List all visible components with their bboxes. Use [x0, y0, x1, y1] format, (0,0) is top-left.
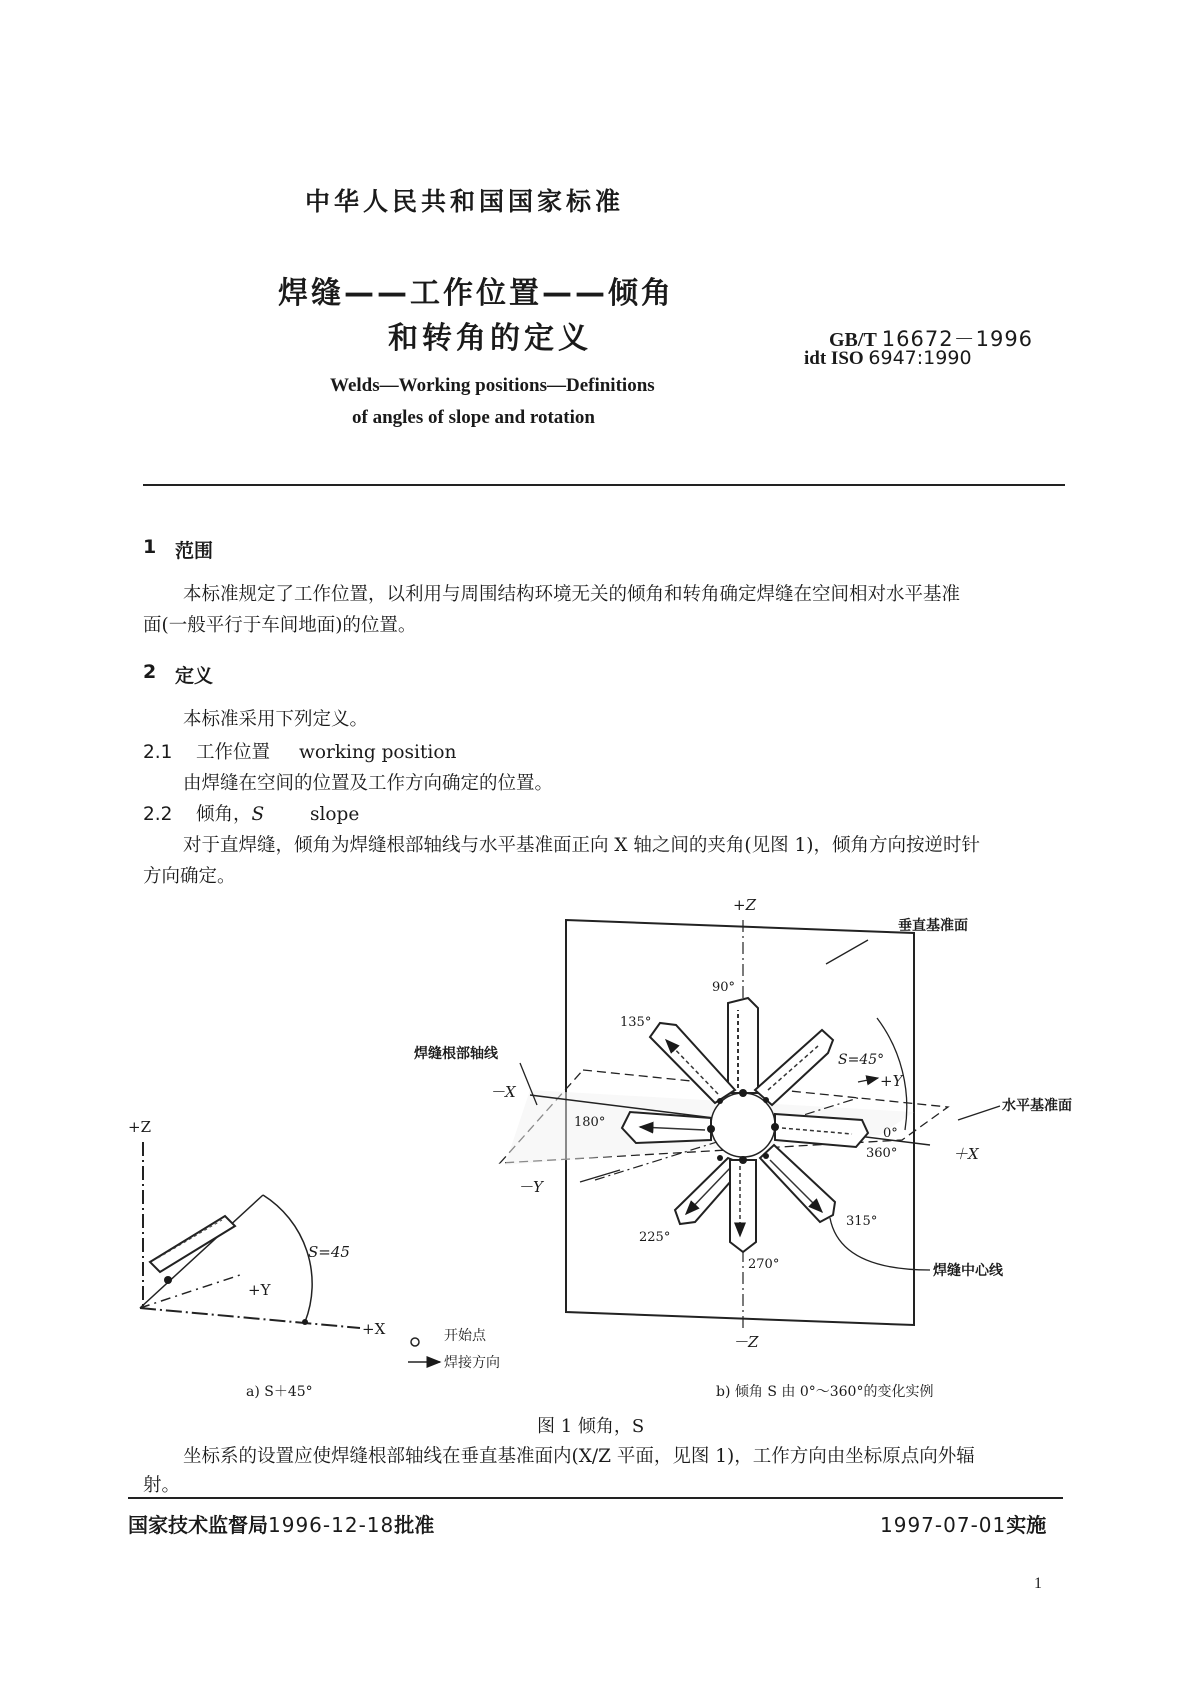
legend-start-text: 开始点	[444, 1328, 486, 1344]
a-label-plus-z: +Z	[128, 1118, 151, 1136]
b-label-plus-x: ＋X	[953, 1145, 979, 1163]
approval-suffix: 批准	[394, 1513, 435, 1537]
section-2-title: 定义	[175, 665, 214, 687]
angle-315: 315°	[846, 1214, 878, 1229]
label-horizontal-plane: 水平基准面	[1002, 1098, 1072, 1114]
clause-2-2-number: 2.2	[143, 804, 173, 825]
b-start-point-135	[717, 1098, 723, 1104]
after-figure-line2: 射。	[143, 1475, 181, 1496]
label-root-axis: 焊缝根部轴线	[414, 1046, 498, 1062]
section-1-paragraph-line2: 面(一般平行于车间地面)的位置。	[143, 615, 417, 636]
section-1-title: 范围	[175, 540, 214, 562]
section-1-paragraph-line1: 本标准规定了工作位置，以利用与周围结构环境无关的倾角和转角确定焊缝在空间相对水平基准	[183, 584, 961, 605]
angle-270: 270°	[748, 1257, 780, 1272]
figure-caption: 图 1 倾角，S	[537, 1416, 645, 1437]
b-plus-y-arrow	[858, 1078, 878, 1082]
angle-180: 180°	[574, 1115, 606, 1130]
clause-2-1-term: 工作位置	[196, 742, 271, 763]
b-label-s45: S=45°	[838, 1052, 885, 1068]
national-standard-heading: 中华人民共和国国家标准	[305, 187, 625, 216]
angle-90: 90°	[712, 980, 736, 995]
diagram-a	[128, 1118, 386, 1338]
b-start-point-315	[763, 1153, 769, 1159]
b-start-point-45	[763, 1097, 769, 1103]
legend-direction-text: 焊接方向	[444, 1355, 500, 1371]
angle-0: 0°	[883, 1126, 898, 1141]
implementation-line	[880, 1509, 1046, 1538]
document-title-line1: 焊缝——工作位置——倾角	[278, 276, 674, 311]
leader-vertical-plane	[826, 940, 868, 964]
caption-b: b) 倾角 S 由 0°～360°的变化实例	[716, 1384, 934, 1400]
approval-date: 1996-12-18	[268, 1513, 395, 1537]
a-x-axis	[140, 1308, 360, 1328]
angle-135: 135°	[620, 1015, 652, 1030]
diagram-b	[413, 896, 1072, 1351]
a-angle-arc	[263, 1195, 312, 1322]
section-2-intro: 本标准采用下列定义。	[183, 709, 369, 730]
b-weld-180	[622, 1112, 711, 1143]
footer-divider	[128, 1497, 1063, 1499]
a-label-s45: S=45	[308, 1243, 350, 1261]
clause-2-1-definition: 由焊缝在空间的位置及工作方向确定的位置。	[183, 773, 554, 794]
approval-line	[128, 1509, 434, 1538]
b-weld-90	[728, 998, 758, 1093]
b-weld-0	[775, 1114, 868, 1147]
approval-org: 国家技术监督局	[128, 1513, 268, 1537]
implementation-suffix: 实施	[1006, 1513, 1047, 1537]
a-start-point	[164, 1276, 172, 1284]
a-weld-bead	[150, 1216, 235, 1272]
a-y-axis	[140, 1275, 240, 1308]
clause-2-2-definition-line2: 方向确定。	[143, 866, 236, 887]
implementation-date: 1997-07-01	[880, 1513, 1007, 1537]
clause-2-2-term-text: 倾角，	[196, 804, 252, 825]
angle-225: 225°	[639, 1230, 671, 1245]
page-number: 1	[1034, 1575, 1042, 1592]
b-start-point-0	[771, 1123, 779, 1131]
b-label-minus-x: －X	[490, 1083, 516, 1101]
english-title-line1: Welds—Working positions—Definitions	[330, 375, 655, 396]
figure-legend	[408, 1327, 500, 1371]
b-start-point-270	[739, 1156, 747, 1164]
after-figure-line1: 坐标系的设置应使焊缝根部轴线在垂直基准面内(X/Z 平面，见图 1)，工作方向由坐标原点向外辐	[183, 1446, 975, 1467]
clause-2-2-english: slope	[310, 804, 360, 825]
idt-prefix: idt ISO	[804, 348, 864, 369]
b-label-minus-z: －Z	[733, 1333, 759, 1351]
standard-code: 16672－1996	[881, 327, 1034, 351]
leader-horizontal-plane	[958, 1106, 1000, 1120]
a-arc-end-dot	[302, 1319, 308, 1325]
b-start-point-180	[707, 1125, 715, 1133]
b-label-minus-y: －Y	[518, 1178, 543, 1196]
b-label-plus-y: +Y	[880, 1072, 903, 1090]
legend-start-icon	[411, 1338, 419, 1346]
angle-360: 360°	[866, 1146, 898, 1161]
section-2-number: 2	[143, 661, 157, 683]
label-vertical-plane: 垂直基准面	[898, 918, 968, 934]
iso-number: 6947:1990	[868, 347, 972, 369]
b-start-point-90	[739, 1089, 747, 1097]
b-weld-315	[760, 1145, 835, 1222]
a-label-plus-y: +Y	[248, 1281, 271, 1299]
leader-minus-y	[580, 1170, 620, 1182]
clause-2-2-definition-line1: 对于直焊缝，倾角为焊缝根部轴线与水平基准面正向 X 轴之间的夹角(见图 1)，倾角方向按逆时针	[183, 835, 981, 856]
b-label-plus-z: +Z	[733, 896, 756, 914]
label-weld-center-line: 焊缝中心线	[933, 1263, 1003, 1279]
b-weld-270	[730, 1160, 756, 1252]
document-title-line2: 和转角的定义	[388, 321, 592, 356]
standard-prefix: GB/T	[829, 329, 877, 351]
clause-2-1-english: working position	[299, 742, 457, 763]
clause-2-1-number: 2.1	[143, 742, 173, 763]
english-title-line2: of angles of slope and rotation	[352, 407, 595, 428]
b-start-point-225	[717, 1155, 723, 1161]
clause-2-2-symbol: S	[251, 804, 265, 825]
a-slope-line	[140, 1195, 263, 1308]
b-weld-135	[650, 1023, 735, 1103]
section-1-number: 1	[143, 536, 157, 558]
a-label-plus-x: +X	[362, 1320, 386, 1338]
caption-a: a) S＋45°	[246, 1384, 313, 1400]
